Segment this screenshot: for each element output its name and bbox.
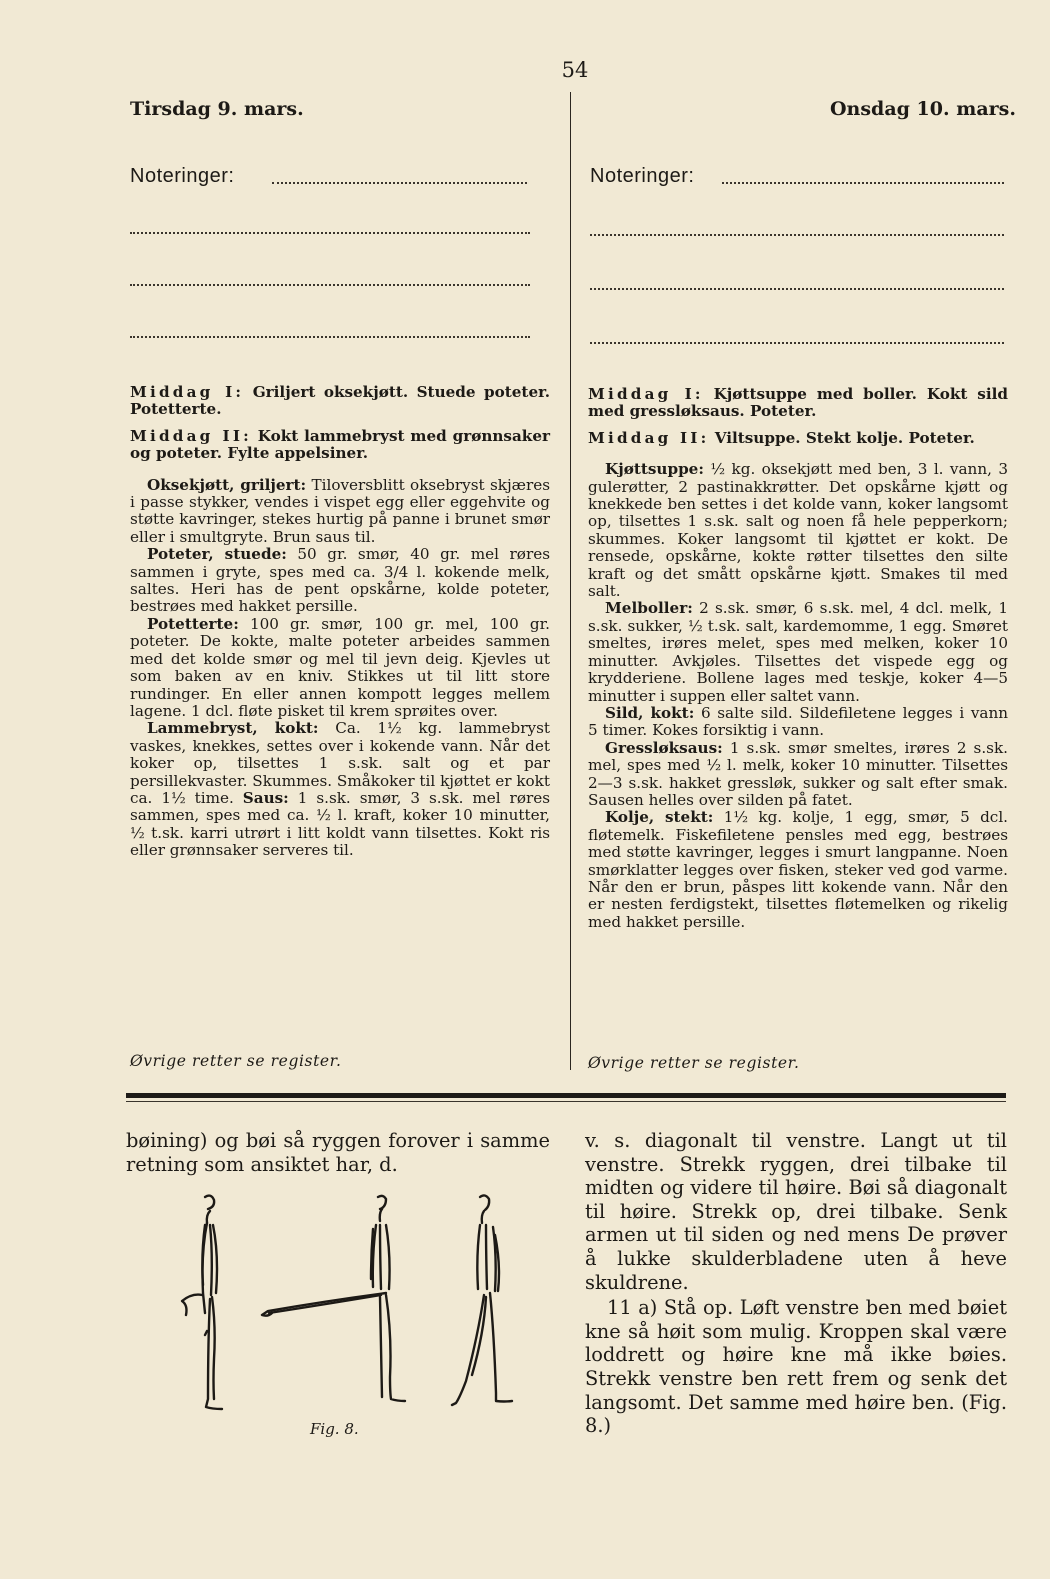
figure-1-knee-raised xyxy=(182,1196,222,1409)
left-notes-label: Noteringer: xyxy=(130,165,235,187)
recipe-oksekjott: Oksekjøtt, griljert: Tiloversblitt oksebryst skjæres i passe stykker, vendes i vispet egg eller eggehvite og støtte kavringer, stekes hurtig på panne i brunet smør eller i smultgryte. Brun saus til. xyxy=(130,475,550,546)
column-divider xyxy=(570,92,571,1070)
figure-caption: Fig. 8. xyxy=(310,1420,359,1438)
figure-2-leg-forward xyxy=(262,1196,405,1401)
exercise-left-text: bøining) og bøi så ryggen forover i samme retning som ansiktet har, d. xyxy=(126,1129,550,1176)
recipe-kolje-stekt: Kolje, stekt: 1½ kg. kolje, 1 egg, smør, 5 dcl. fløtemelk. Fiskefiletene pensles med egg, bestrøes med støtte kavringer, legges i smurt langpanne. Noen smørklatter legges over fisken, steker ved god varme. Når den er brun, påspes litt kokende vann. Når den er nesten ferdigstekt, tilsettes fløtemelken og rikelig med hakket persille. xyxy=(588,808,1009,931)
left-register-note: Øvrige retter se register. xyxy=(130,1052,342,1070)
recipe-lammebryst: Lammebryst, kokt: Ca. 1½ kg. lammebryst vaskes, knekkes, settes over i kokende vann. Når det koker op, tilsettes 1 s.sk. salt og et par persillekvaster. Skummes. Småkoker til kjøttet er kokt ca. 1½ time. Saus: 1 s.sk. smør, 3 s.sk. mel røres sammen, spes med ca. ½ l. kraft, koker 10 minutter, ½ t.sk. karri utrørt i litt koldt vann tilsettes. Kokt ris eller grønnsaker serveres til. xyxy=(130,719,550,860)
left-date-heading: Tirsdag 9. mars. xyxy=(130,98,304,120)
left-notes-line-1 xyxy=(272,182,527,184)
left-notes-line-2 xyxy=(130,232,530,234)
right-menu-1: Middag I: Kjøttsuppe med boller. Kokt sild med gressløksaus. Poteter. xyxy=(588,385,1008,421)
right-notes-line-4 xyxy=(590,342,1004,344)
page-number: 54 xyxy=(561,58,589,82)
exercise-right-paragraph-2: 11 a) Stå op. Løft venstre ben med bøiet kne så høit som mulig. Kroppen skal være loddrett og høire kne må ikke bøies. Strekk venstre ben rett frem og senk det langsomt. Det samme med høire ben. (Fig. 8.) xyxy=(585,1296,1007,1438)
right-register-note: Øvrige retter se register. xyxy=(588,1054,800,1072)
recipe-melboller: Melboller: 2 s.sk. smør, 6 s.sk. mel, 4 dcl. melk, 1 s.sk. sukker, ½ t.sk. salt, kardemomme, 1 egg. Smøret smeltes, irøres melet, spes med melken, koker 10 minutter. Avkjøles. Tilsettes det vispede egg og krydderiene. Bollene lages med teskje, koker 4—5 minutter i suppen eller saltet vann. xyxy=(588,599,1009,705)
figure-3-leg-lowering xyxy=(452,1195,512,1405)
recipe-gressloksaus: Gressløksaus: 1 s.sk. smør smeltes, irøres 2 s.sk. mel, spes med ½ l. melk, koker 10 minutter. Tilsettes 2—3 s.sk. hakket gressløk, sukker og salt efter smak. Sausen helles over silden på fatet. xyxy=(588,738,1009,809)
exercise-right-text xyxy=(585,1129,1007,1438)
right-notes-line-1 xyxy=(722,182,1004,184)
right-notes-label: Noteringer: xyxy=(590,165,695,187)
right-recipe-column xyxy=(588,386,1008,931)
left-menu-1: Middag I: Griljert oksekjøtt. Stuede poteter. Potetterte. xyxy=(130,383,550,419)
recipe-kjottsuppe: Kjøttsuppe: ½ kg. oksekjøtt med ben, 3 l. vann, 3 gulerøtter, 2 pastinakkrøtter. Det opskårne kjøtt og knekkede ben settes i det kolde vann, koker langsomt op, tilsettes 1 s.sk. salt og noen få hele pepperkorn; skummes. Koker langsomt til kjøttet er kokt. De rensede, opskårne, kokte røtter tilsettes den silte kraft og det smått opskårne kjøtt. Smakes til med salt. xyxy=(588,460,1009,601)
recipe-potetterte: Potetterte: 100 gr. smør, 100 gr. mel, 100 gr. poteter. De kokte, malte poteter arbeides sammen med det kolde smør og mel til jevn deig. Kjevles ut som baken av en kniv. Stikkes ut til litt store rundinger. En eller annen kompott legges mellem lagene. 1 dcl. fløte pisket til krem sprøites over. xyxy=(130,614,550,720)
left-notes-line-3 xyxy=(130,284,530,286)
section-rule-thick xyxy=(126,1093,1006,1098)
exercise-right-paragraph-1: v. s. diagonalt til venstre. Langt ut til venstre. Strekk ryggen, drei tilbake til midten og videre til høire. Bøi så diagonalt til høire. Strekk op, drei tilbake. Senk armen ut til siden og ned mens De prøver å lukke skulderbladene uten å heve skuldrene. xyxy=(585,1129,1007,1294)
left-menu-2: Middag II: Kokt lammebryst med grønnsaker og poteter. Fylte appelsiner. xyxy=(130,426,550,463)
section-rule-thin xyxy=(126,1101,1006,1102)
recipe-sild-kokt: Sild, kokt: 6 salte sild. Sildefiletene legges i vann 5 timer. Kokes forsiktig i vann. xyxy=(588,703,1009,740)
right-menu-2: Middag II: Viltsuppe. Stekt kolje. Poteter. xyxy=(588,428,975,447)
right-notes-line-2 xyxy=(590,234,1004,236)
right-notes-line-3 xyxy=(590,288,1004,290)
right-date-heading: Onsdag 10. mars. xyxy=(830,98,1016,120)
left-notes-line-4 xyxy=(130,336,530,338)
left-recipe-column xyxy=(130,384,550,860)
exercise-figure-illustration xyxy=(150,1185,550,1455)
recipe-poteter-stuede: Poteter, stuede: 50 gr. smør, 40 gr. mel røres sammen i gryte, spes med ca. 3/4 l. kokende melk, saltes. Heri has de pent opskårne, kolde poteter, bestrøes med hakket persille. xyxy=(130,545,550,616)
